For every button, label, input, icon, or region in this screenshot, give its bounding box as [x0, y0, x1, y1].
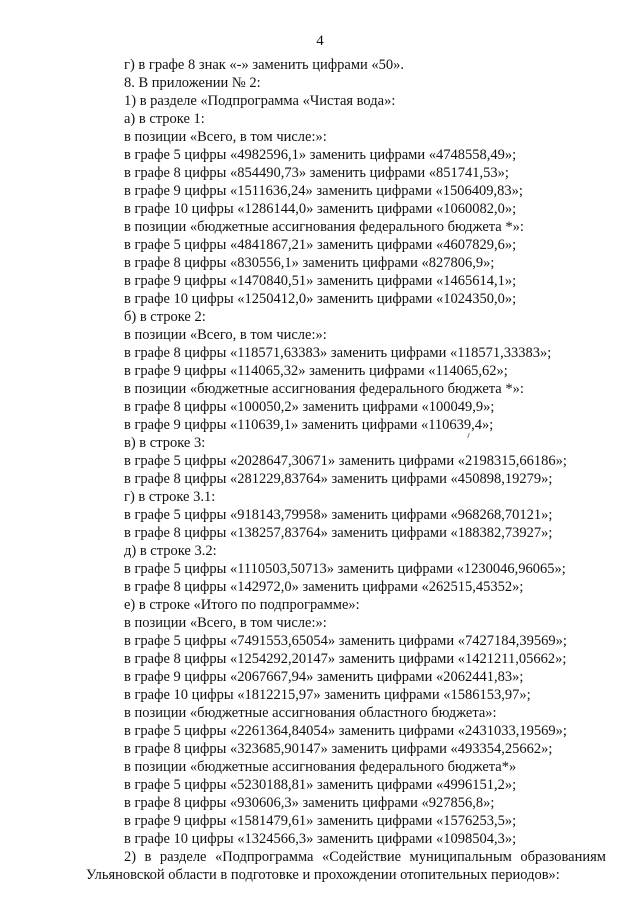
- text-line: в графе 8 цифры «930606,3» заменить цифрами «927856,8»;: [124, 795, 495, 811]
- text-line: в графе 10 цифры «1324566,3» заменить цифрами «1098504,3»;: [124, 831, 517, 847]
- scan-mark: [467, 433, 470, 438]
- text-line: в позиции «Всего, в том числе:»:: [124, 615, 327, 631]
- text-line: в позиции «Всего, в том числе:»:: [124, 129, 327, 145]
- text-line: г) в графе 8 знак «-» заменить цифрами «50».: [124, 57, 405, 73]
- text-line: е) в строке «Итого по подпрограмме»:: [124, 597, 360, 613]
- text-line: в позиции «бюджетные ассигнования областного бюджета»:: [124, 705, 497, 721]
- text-line: в графе 8 цифры «830556,1» заменить цифрами «827806,9»;: [124, 255, 495, 271]
- text-line: в графе 5 цифры «918143,79958» заменить цифрами «968268,70121»;: [124, 507, 553, 523]
- text-line: в позиции «Всего, в том числе:»:: [124, 327, 327, 343]
- text-line: в графе 5 цифры «2028647,30671» заменить цифрами «2198315,66186»;: [124, 453, 567, 469]
- page-number: 4: [316, 33, 324, 49]
- text-line: в) в строке 3:: [124, 435, 206, 451]
- text-line: в графе 10 цифры «1812215,97» заменить цифрами «1586153,97»;: [124, 687, 531, 703]
- text-line: в графе 5 цифры «4841867,21» заменить цифрами «4607829,6»;: [124, 237, 517, 253]
- text-line: в графе 8 цифры «281229,83764» заменить цифрами «450898,19279»;: [124, 471, 553, 487]
- text-line: в графе 9 цифры «1581479,61» заменить цифрами «1576253,5»;: [124, 813, 517, 829]
- text-line: в графе 5 цифры «4982596,1» заменить цифрами «4748558,49»;: [124, 147, 517, 163]
- text-line: а) в строке 1:: [124, 111, 205, 127]
- text-line: 8. В приложении № 2:: [124, 75, 261, 91]
- text-line: в графе 5 цифры «2261364,84054» заменить цифрами «2431033,19569»;: [124, 723, 567, 739]
- text-line: в графе 9 цифры «110639,1» заменить цифрами «110639,4»;: [124, 417, 494, 433]
- text-line: в графе 9 цифры «2067667,94» заменить цифрами «2062441,83»;: [124, 669, 524, 685]
- text-line: г) в строке 3.1:: [124, 489, 216, 505]
- text-line: в графе 5 цифры «1110503,50713» заменить цифрами «1230046,96065»;: [124, 561, 566, 577]
- text-line: в графе 10 цифры «1250412,0» заменить цифрами «1024350,0»;: [124, 291, 517, 307]
- text-line: в позиции «бюджетные ассигнования федерального бюджета *»:: [124, 219, 524, 235]
- text-line: в графе 8 цифры «100050,2» заменить цифрами «100049,9»;: [124, 399, 495, 415]
- text-line: в графе 9 цифры «1511636,24» заменить цифрами «1506409,83»;: [124, 183, 523, 199]
- text-line: в графе 5 цифры «7491553,65054» заменить цифрами «7427184,39569»;: [124, 633, 567, 649]
- text-line: в графе 10 цифры «1286144,0» заменить цифрами «1060082,0»;: [124, 201, 517, 217]
- text-line: 2) в разделе «Подпрограмма «Содействие муниципальным образованиям: [124, 849, 606, 865]
- text-line: в графе 5 цифры «5230188,81» заменить цифрами «4996151,2»;: [124, 777, 517, 793]
- text-line: в графе 8 цифры «138257,83764» заменить цифрами «188382,73927»;: [124, 525, 553, 541]
- text-line: б) в строке 2:: [124, 309, 206, 325]
- text-line: Ульяновской области в подготовке и прохождении отопительных периодов»:: [86, 867, 560, 883]
- text-line: в графе 8 цифры «854490,73» заменить цифрами «851741,53»;: [124, 165, 509, 181]
- text-line: в графе 9 цифры «114065,32» заменить цифрами «114065,62»;: [124, 363, 508, 379]
- text-line: в графе 8 цифры «323685,90147» заменить цифрами «493354,25662»;: [124, 741, 553, 757]
- text-line: в позиции «бюджетные ассигнования федерального бюджета *»:: [124, 381, 524, 397]
- text-line: в графе 8 цифры «1254292,20147» заменить цифрами «1421211,05662»;: [124, 651, 567, 667]
- text-line: в позиции «бюджетные ассигнования федерального бюджета*»: [124, 759, 517, 775]
- text-line: в графе 8 цифры «142972,0» заменить цифрами «262515,45352»;: [124, 579, 524, 595]
- text-line: 1) в разделе «Подпрограмма «Чистая вода»:: [124, 93, 396, 109]
- text-line: в графе 9 цифры «1470840,51» заменить цифрами «1465614,1»;: [124, 273, 517, 289]
- text-line: в графе 8 цифры «118571,63383» заменить цифрами «118571,33383»;: [124, 345, 552, 361]
- text-line: д) в строке 3.2:: [124, 543, 217, 559]
